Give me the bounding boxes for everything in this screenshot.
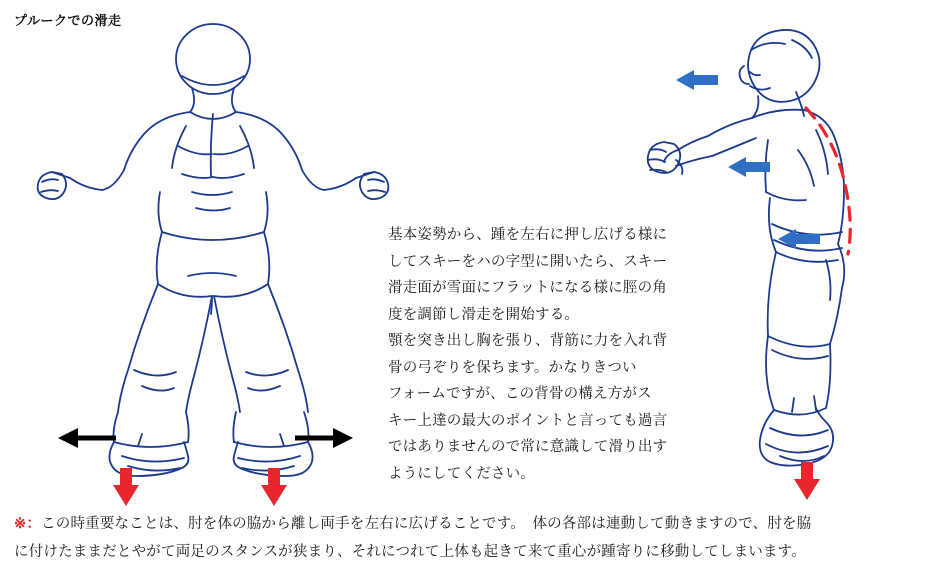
footnote-text: この時重要なことは、肘を体の脇から離し両手を左右に広げることです。 体の各部は連動して動きますので、肘を脇 [41,516,812,532]
instruction-line: キー上達の最大のポイントと言っても過言 [388,412,668,429]
footnote-line-1 [14,510,920,538]
instruction-line: フォームですが、この背骨の構え方がス [388,386,652,402]
instruction-line: 基本姿勢から、踵を左右に押し広げる様に [388,227,668,243]
arrow-boot-down [793,462,821,500]
instruction-line: ではありませんので常に意識して滑り出す [388,439,668,455]
instruction-line: ようにしてください。 [388,465,535,482]
page-title: プルークでの滑走 [14,13,122,28]
instruction-line: してスキーをハの字型に開いたら、スキー [388,253,668,270]
arrow-right-foot-outward [293,425,353,451]
arrow-hip-forward [778,227,820,251]
arrow-chin-forward [676,68,718,92]
arrow-left-foot-down [112,468,140,506]
instruction-line: 骨の弓ぞりを保ちます。かなりきつい [388,359,637,376]
instruction-text-block [388,222,718,487]
instruction-line: 顎を突き出し胸を張り、背筋に力を入れ背 [388,333,668,349]
instruction-line: 度を調節し滑走を開始する。 [388,306,580,323]
instruction-line: 滑走面が雪面にフラットになる様に脛の角 [388,280,668,296]
footnote-mark: ※： [14,516,42,532]
arrow-left-foot-outward [58,425,118,451]
figure-front-view [10,14,410,484]
arrow-right-foot-down [260,468,288,506]
footnote-block [14,510,920,566]
footnote-line-2: に付けたままだとやがて両足のスタンスが狭まり、それにつれて上体も起きて来て重心が踵寄りに移動してしまいます。 [14,544,806,560]
arrow-chest-forward [728,155,770,179]
